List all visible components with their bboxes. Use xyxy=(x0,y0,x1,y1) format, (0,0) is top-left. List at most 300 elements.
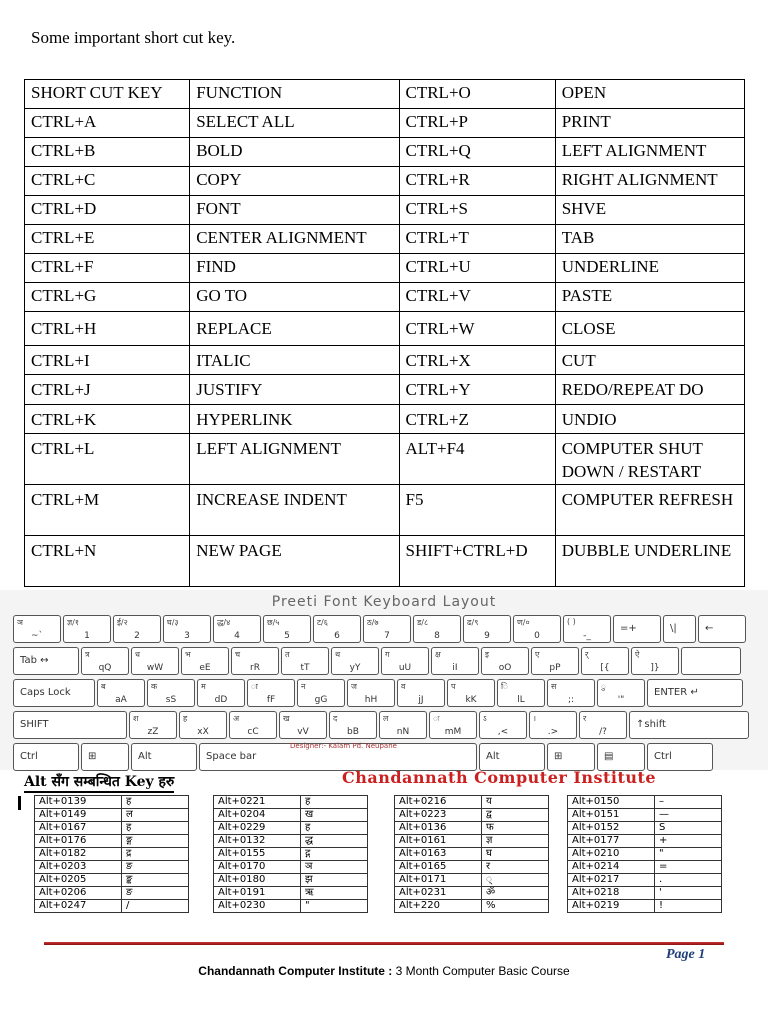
key-english-label: 2 xyxy=(134,631,140,641)
alt-code: Alt+0139 xyxy=(35,796,122,809)
keyboard-key xyxy=(479,711,527,739)
keyboard-key xyxy=(231,647,279,675)
alt-glyph: ह xyxy=(301,822,368,835)
keyboard-key xyxy=(447,679,495,707)
keyboard-key xyxy=(181,647,229,675)
key-english-label: mM xyxy=(444,727,462,737)
key-english-label: rR xyxy=(250,663,260,673)
table-cell: CTRL+D xyxy=(25,196,190,225)
alt-glyph: ल xyxy=(122,809,189,822)
keyboard-key xyxy=(597,679,645,707)
keyboard-key xyxy=(113,615,161,643)
key-english-label: -_ xyxy=(583,631,591,641)
table-row xyxy=(568,835,722,848)
table-cell: CTRL+Q xyxy=(399,138,555,167)
table-cell: ALT+F4 xyxy=(399,434,555,485)
alt-glyph: / xyxy=(122,900,189,913)
table-row xyxy=(568,900,722,913)
table-row xyxy=(25,254,745,283)
alt-code: Alt+0150 xyxy=(568,796,655,809)
key-english-label: ▤ xyxy=(604,751,614,762)
table-row xyxy=(35,900,189,913)
key-nepali-label: ल xyxy=(383,714,389,723)
table-row xyxy=(25,485,745,536)
table-cell: UNDERLINE xyxy=(555,254,744,283)
key-english-label: vV xyxy=(297,727,309,737)
alt-glyph: ॐ xyxy=(482,887,549,900)
key-english-label: ;: xyxy=(567,695,575,705)
table-row xyxy=(214,887,368,900)
key-english-label: 7 xyxy=(384,631,390,641)
alt-glyph: ख xyxy=(301,809,368,822)
keyboard-key xyxy=(698,615,746,643)
table-row xyxy=(214,822,368,835)
table-cell: GO TO xyxy=(190,283,399,312)
key-english-label: ⊞ xyxy=(88,751,97,762)
keyboard-key xyxy=(463,615,511,643)
keyboard-key xyxy=(131,743,197,771)
table-cell: ITALIC xyxy=(190,346,399,375)
key-english-label: pP xyxy=(549,663,561,673)
alt-glyph: द्ग xyxy=(301,848,368,861)
alt-glyph: . xyxy=(655,874,722,887)
alt-code: Alt+0170 xyxy=(214,861,301,874)
keyboard-key xyxy=(279,711,327,739)
key-english-label: cC xyxy=(247,727,259,737)
key-english-label: lL xyxy=(517,695,525,705)
alt-code: Alt+0231 xyxy=(395,887,482,900)
alt-glyph: ञ xyxy=(301,861,368,874)
key-nepali-label: ग xyxy=(385,650,390,659)
table-row xyxy=(35,887,189,900)
keyboard-row xyxy=(13,647,741,675)
table-row xyxy=(25,405,745,434)
key-english-label: ,< xyxy=(497,727,509,737)
alt-glyph: फ xyxy=(482,822,549,835)
alt-glyph: " xyxy=(301,900,368,913)
alt-glyph: — xyxy=(655,809,722,822)
table-row xyxy=(35,796,189,809)
table-cell: LEFT ALIGNMENT xyxy=(190,434,399,485)
alt-code: Alt+0171 xyxy=(395,874,482,887)
keyboard-key xyxy=(213,615,261,643)
table-cell: TAB xyxy=(555,225,744,254)
keyboard-key xyxy=(531,647,579,675)
keyboard-key xyxy=(363,615,411,643)
key-english-label: eE xyxy=(199,663,211,673)
table-row xyxy=(568,848,722,861)
key-english-label: 9 xyxy=(484,631,490,641)
alt-glyph: – xyxy=(655,796,722,809)
key-english-label: dD xyxy=(214,695,228,705)
key-nepali-label: ब xyxy=(101,682,106,691)
key-nepali-label: ण/० xyxy=(517,618,530,627)
table-cell: CUT xyxy=(555,346,744,375)
alt-glyph: ऋ xyxy=(301,887,368,900)
key-english-label: Ctrl xyxy=(20,751,38,762)
table-row xyxy=(25,109,745,138)
table-cell: CTRL+L xyxy=(25,434,190,485)
table-row xyxy=(568,822,722,835)
alt-code: Alt+0206 xyxy=(35,887,122,900)
alt-code: Alt+0217 xyxy=(568,874,655,887)
cursor-bar xyxy=(18,796,21,810)
key-english-label: sS xyxy=(165,695,177,705)
alt-glyph: S xyxy=(655,822,722,835)
key-english-label: kK xyxy=(465,695,477,705)
table-cell: REPLACE xyxy=(190,312,399,346)
alt-glyph: ज्ञ xyxy=(482,835,549,848)
keyboard-key xyxy=(629,711,749,739)
key-nepali-label: ( ) xyxy=(567,617,576,626)
key-nepali-label: ऐ xyxy=(635,650,640,659)
key-nepali-label: ह xyxy=(183,714,188,723)
key-english-label: nN xyxy=(396,727,410,737)
key-english-label: jJ xyxy=(418,695,424,705)
key-nepali-label: ऽ xyxy=(483,714,487,723)
table-cell: CTRL+R xyxy=(399,167,555,196)
page-number: Page 1 xyxy=(666,947,706,962)
alt-code: Alt+0163 xyxy=(395,848,482,861)
table-row xyxy=(25,283,745,312)
alt-code: Alt+0203 xyxy=(35,861,122,874)
key-english-label: aA xyxy=(115,695,127,705)
keyboard-key xyxy=(581,647,629,675)
footer-course: 3 Month Computer Basic Course xyxy=(395,964,570,978)
table-row xyxy=(25,80,745,109)
key-english-label: ⊞ xyxy=(554,751,563,762)
table-row xyxy=(395,822,549,835)
key-english-label: 3 xyxy=(184,631,190,641)
table-cell: PASTE xyxy=(555,283,744,312)
table-row xyxy=(395,874,549,887)
table-row xyxy=(395,887,549,900)
alt-glyph: ङ xyxy=(122,887,189,900)
keyboard-key xyxy=(513,615,561,643)
keyboard-key xyxy=(81,743,129,771)
alt-code: Alt+0191 xyxy=(214,887,301,900)
alt-glyph: ङ xyxy=(122,861,189,874)
alt-code-table xyxy=(394,795,549,913)
designer-credit: Designer:- Kalam Pd. Neupane xyxy=(290,742,397,750)
alt-glyph: ह xyxy=(122,796,189,809)
key-nepali-label: व xyxy=(401,682,406,691)
keyboard-key xyxy=(13,647,79,675)
alt-code: Alt+0214 xyxy=(568,861,655,874)
table-cell: UNDIO xyxy=(555,405,744,434)
alt-glyph: द्व xyxy=(482,809,549,822)
keyboard-key xyxy=(563,615,611,643)
table-row xyxy=(395,835,549,848)
alt-glyph: " xyxy=(655,848,722,861)
table-cell: FUNCTION xyxy=(190,80,399,109)
key-english-label: ]} xyxy=(650,663,660,673)
table-row xyxy=(568,809,722,822)
alt-code: Alt+0165 xyxy=(395,861,482,874)
table-cell: CTRL+T xyxy=(399,225,555,254)
key-nepali-label: द xyxy=(333,714,338,723)
table-cell: CTRL+K xyxy=(25,405,190,434)
key-english-label: [{ xyxy=(600,663,610,673)
key-english-label: tT xyxy=(300,663,310,673)
table-cell: NEW PAGE xyxy=(190,536,399,587)
keyboard-key xyxy=(631,647,679,675)
keyboard-row xyxy=(13,711,749,739)
alt-code: Alt+0229 xyxy=(214,822,301,835)
keyboard-key xyxy=(13,679,95,707)
keyboard-key xyxy=(597,743,645,771)
table-cell: CTRL+Y xyxy=(399,375,555,405)
keyboard-layout xyxy=(0,590,768,770)
key-nepali-label: ड/८ xyxy=(417,618,429,627)
alt-code: Alt+0155 xyxy=(214,848,301,861)
table-cell: BOLD xyxy=(190,138,399,167)
table-row xyxy=(395,809,549,822)
key-english-label: gG xyxy=(314,695,328,705)
keyboard-row xyxy=(13,615,746,643)
keyboard-key xyxy=(429,711,477,739)
key-english-label: bB xyxy=(347,727,359,737)
key-nepali-label: घ/३ xyxy=(167,618,179,627)
key-english-label: 8 xyxy=(434,631,440,641)
table-row xyxy=(25,312,745,346)
key-english-label: Space bar xyxy=(206,751,257,762)
table-row xyxy=(35,809,189,822)
keyboard-key xyxy=(647,743,713,771)
key-english-label: zZ xyxy=(147,727,159,737)
table-cell: CTRL+X xyxy=(399,346,555,375)
keyboard-key xyxy=(81,647,129,675)
key-nepali-label: प xyxy=(451,682,456,691)
keyboard-key xyxy=(13,615,61,643)
key-nepali-label: क्ष xyxy=(435,650,441,659)
table-row xyxy=(214,809,368,822)
alt-glyph: ङ्क xyxy=(122,874,189,887)
table-cell: CTRL+U xyxy=(399,254,555,283)
alt-glyph: ह xyxy=(301,796,368,809)
table-cell: JUSTIFY xyxy=(190,375,399,405)
table-cell: RIGHT ALIGNMENT xyxy=(555,167,744,196)
alt-glyph: घ xyxy=(482,848,549,861)
table-row xyxy=(35,874,189,887)
alt-code: Alt+0230 xyxy=(214,900,301,913)
alt-code: Alt+0152 xyxy=(568,822,655,835)
alt-code: Alt+0180 xyxy=(214,874,301,887)
key-nepali-label: ढ/९ xyxy=(467,618,479,627)
key-english-label: fF xyxy=(266,695,276,705)
keyboard-title: Preeti Font Keyboard Layout xyxy=(271,594,497,610)
keyboard-key xyxy=(229,711,277,739)
alt-code: Alt+0136 xyxy=(395,822,482,835)
keyboard-key xyxy=(547,743,595,771)
alt-glyph: % xyxy=(482,900,549,913)
key-nepali-label: त्र xyxy=(85,650,90,659)
key-english-label: Alt xyxy=(486,751,500,762)
key-english-label: ← xyxy=(705,623,714,634)
table-cell: CTRL+I xyxy=(25,346,190,375)
keyboard-key xyxy=(529,711,577,739)
table-cell: CTRL+S xyxy=(399,196,555,225)
keyboard-key xyxy=(313,615,361,643)
key-english-label: Alt xyxy=(138,751,152,762)
key-nepali-label: द्ध/४ xyxy=(217,618,231,627)
key-nepali-label: क xyxy=(151,682,158,691)
keyboard-key xyxy=(263,615,311,643)
footer-rule xyxy=(44,942,724,945)
alt-code: Alt+0149 xyxy=(35,809,122,822)
alt-code: Alt+0151 xyxy=(568,809,655,822)
alt-glyph: झ xyxy=(301,874,368,887)
alt-glyph: ् xyxy=(482,874,549,887)
table-cell: CTRL+V xyxy=(399,283,555,312)
table-cell: COPY xyxy=(190,167,399,196)
keyboard-key xyxy=(247,679,295,707)
alt-code: Alt+0177 xyxy=(568,835,655,848)
key-english-label: 0 xyxy=(534,631,540,641)
key-nepali-label: थ xyxy=(335,650,341,659)
key-english-label: \| xyxy=(670,623,677,634)
key-nepali-label: च xyxy=(235,650,241,659)
table-cell: CTRL+W xyxy=(399,312,555,346)
intro-text: Some important short cut key. xyxy=(31,28,236,47)
table-cell: COMPUTER SHUT DOWN / RESTART xyxy=(555,434,744,485)
table-cell: FIND xyxy=(190,254,399,283)
table-cell: LEFT ALIGNMENT xyxy=(555,138,744,167)
key-english-label: '" xyxy=(617,695,625,705)
table-row xyxy=(25,434,745,485)
table-cell: CTRL+C xyxy=(25,167,190,196)
table-cell: CENTER ALIGNMENT xyxy=(190,225,399,254)
key-nepali-label: भ xyxy=(185,650,191,659)
key-english-label: /? xyxy=(599,727,607,737)
alt-code: Alt+0167 xyxy=(35,822,122,835)
key-nepali-label: म xyxy=(201,682,206,691)
table-cell: SELECT ALL xyxy=(190,109,399,138)
table-cell: OPEN xyxy=(555,80,744,109)
table-cell: HYPERLINK xyxy=(190,405,399,434)
table-cell: CTRL+Z xyxy=(399,405,555,434)
table-cell: CTRL+P xyxy=(399,109,555,138)
table-cell: CTRL+B xyxy=(25,138,190,167)
keyboard-key xyxy=(397,679,445,707)
alt-code: Alt+0218 xyxy=(568,887,655,900)
key-english-label: oO xyxy=(498,663,512,673)
table-row xyxy=(395,900,549,913)
table-row xyxy=(25,375,745,405)
keyboard-key xyxy=(147,679,195,707)
table-row xyxy=(35,822,189,835)
keyboard-key xyxy=(131,647,179,675)
keyboard-key xyxy=(379,711,427,739)
table-cell: CTRL+O xyxy=(399,80,555,109)
keyboard-key xyxy=(479,743,545,771)
keyboard-key xyxy=(497,679,545,707)
table-cell: SHIFT+CTRL+D xyxy=(399,536,555,587)
table-cell: SHVE xyxy=(555,196,744,225)
footer-institute: Chandannath Computer Institute : xyxy=(198,964,393,978)
alt-code-table xyxy=(567,795,722,913)
table-cell: SHORT CUT KEY xyxy=(25,80,190,109)
table-row xyxy=(214,861,368,874)
table-cell: CTRL+E xyxy=(25,225,190,254)
table-cell: CTRL+J xyxy=(25,375,190,405)
keyboard-key xyxy=(681,647,741,675)
table-cell: COMPUTER REFRESH xyxy=(555,485,744,536)
key-nepali-label: न xyxy=(301,682,306,691)
key-nepali-label: ा xyxy=(251,682,258,691)
key-nepali-label: इ xyxy=(485,650,489,659)
table-cell: CTRL+M xyxy=(25,485,190,536)
table-row xyxy=(395,861,549,874)
alt-glyph: ह xyxy=(122,822,189,835)
table-cell: REDO/REPEAT DO xyxy=(555,375,744,405)
table-row xyxy=(568,887,722,900)
key-english-label: ↑shift xyxy=(636,719,666,730)
table-row xyxy=(568,796,722,809)
keyboard-key xyxy=(197,679,245,707)
table-row xyxy=(25,346,745,375)
shortcut-table xyxy=(24,79,745,587)
alt-code: Alt+0182 xyxy=(35,848,122,861)
key-nepali-label: स xyxy=(551,682,557,691)
keyboard-row xyxy=(13,679,743,707)
table-cell: PRINT xyxy=(555,109,744,138)
key-english-label: 6 xyxy=(334,631,340,641)
key-nepali-label: ट/६ xyxy=(317,618,328,627)
key-nepali-label: ख xyxy=(283,714,290,723)
key-nepali-label: ए xyxy=(535,650,540,659)
keyboard-key xyxy=(347,679,395,707)
table-row xyxy=(214,835,368,848)
table-cell: F5 xyxy=(399,485,555,536)
table-row xyxy=(25,138,745,167)
footer-text xyxy=(0,964,768,978)
keyboard-key xyxy=(663,615,696,643)
alt-glyph: ङ्ग xyxy=(122,835,189,848)
table-cell: INCREASE INDENT xyxy=(190,485,399,536)
key-english-label: =+ xyxy=(620,623,637,634)
table-row xyxy=(25,167,745,196)
alt-glyph: ! xyxy=(655,900,722,913)
key-english-label: wW xyxy=(146,663,164,673)
key-english-label: hH xyxy=(364,695,378,705)
key-nepali-label: ध xyxy=(135,650,140,659)
keyboard-key xyxy=(329,711,377,739)
alt-code: Alt+0204 xyxy=(214,809,301,822)
keyboard-key xyxy=(579,711,627,739)
alt-glyph: द्र xyxy=(122,848,189,861)
table-cell: CTRL+N xyxy=(25,536,190,587)
key-nepali-label: त xyxy=(285,650,290,659)
alt-code: Alt+0161 xyxy=(395,835,482,848)
key-nepali-label: । xyxy=(533,714,537,723)
alt-key-title: Alt सँग सम्बन्धित Key हरु xyxy=(24,774,175,790)
keyboard-key xyxy=(129,711,177,739)
alt-code: Alt+0221 xyxy=(214,796,301,809)
alt-code: Alt+0216 xyxy=(395,796,482,809)
key-english-label: 5 xyxy=(284,631,290,641)
alt-code: Alt+0247 xyxy=(35,900,122,913)
table-row xyxy=(25,196,745,225)
key-english-label: Caps Lock xyxy=(20,687,71,698)
alt-code: Alt+0176 xyxy=(35,835,122,848)
alt-glyph: द्ध xyxy=(301,835,368,848)
keyboard-key xyxy=(13,711,127,739)
key-nepali-label: ु xyxy=(601,682,606,691)
table-row xyxy=(25,225,745,254)
key-nepali-label: ः xyxy=(433,714,440,723)
keyboard-key xyxy=(413,615,461,643)
